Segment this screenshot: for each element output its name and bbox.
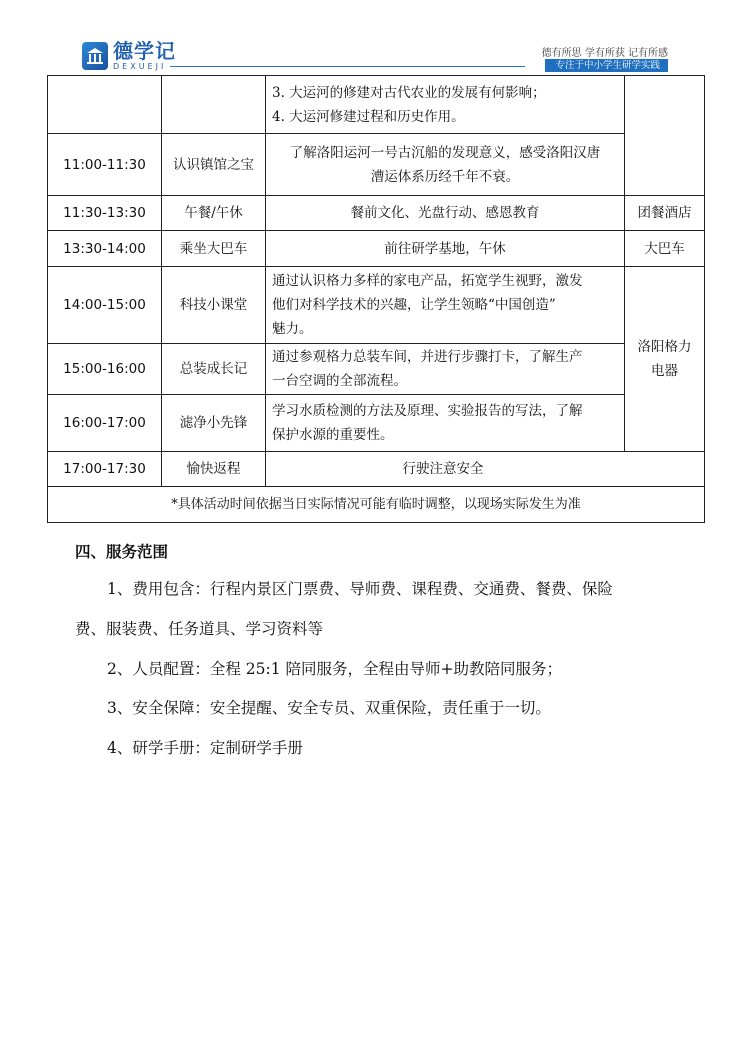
service-item-safety: 3、安全保障：安全提醒、安全专员、双重保险，责任重于一切。: [107, 699, 551, 717]
schedule-table: [47, 75, 705, 523]
place-cell: 洛阳格力电器: [625, 267, 705, 452]
table-row: [48, 76, 705, 134]
place-cell: [625, 76, 705, 196]
content-cell: 餐前文化、光盘行动、感恩教育: [266, 196, 625, 231]
time-cell: [48, 76, 162, 134]
activity-cell: 愉快返程: [162, 452, 266, 487]
schedule-note: *具体活动时间依据当日实际情况可能有临时调整，以现场实际发生为准: [48, 487, 705, 523]
content-cell: 通过认识格力多样的家电产品，拓宽学生视野，激发 他们对科学技术的兴趣，让学生领略“中国创造” 魅力。: [266, 267, 625, 344]
time-cell: 17:00-17:30: [48, 452, 162, 487]
activity-cell: 乘坐大巴车: [162, 231, 266, 267]
time-cell: 16:00-17:00: [48, 395, 162, 452]
table-row: [48, 134, 705, 196]
table-note-row: [48, 487, 705, 523]
activity-cell: 午餐/午休: [162, 196, 266, 231]
building-icon: [82, 42, 108, 70]
table-row: [48, 267, 705, 344]
service-item-fees: 1、费用包含：行程内景区门票费、导师费、课程费、交通费、餐费、保险: [107, 580, 613, 598]
content-cell: 3. 大运河的修建对古代农业的发展有何影响； 4. 大运河修建过程和历史作用。: [266, 76, 625, 134]
time-cell: 14:00-15:00: [48, 267, 162, 344]
content-cell: 通过参观格力总装车间，并进行步骤打卡，了解生产 一台空调的全部流程。: [266, 344, 625, 395]
table-row: [48, 196, 705, 231]
table-row: [48, 452, 705, 487]
time-cell: 13:30-14:00: [48, 231, 162, 267]
content-cell: 学习水质检测的方法及原理、实验报告的写法，了解 保护水源的重要性。: [266, 395, 625, 452]
brand-name-en: DEXUEJI: [113, 62, 167, 71]
place-cell: 大巴车: [625, 231, 705, 267]
page-header: [0, 0, 750, 80]
brand-name-cn: 德学记: [113, 39, 176, 63]
service-item-staff: 2、人员配置：全程 25:1 陪同服务，全程由导师+助教陪同服务；: [107, 660, 563, 678]
table-row: [48, 231, 705, 267]
activity-cell: 滤净小先锋: [162, 395, 266, 452]
header-slogan: 德有所思 学有所获 记有所感: [541, 48, 668, 59]
table-row: [48, 344, 705, 395]
header-tagline: 专注于中小学生研学实践: [545, 59, 668, 72]
time-cell: 15:00-16:00: [48, 344, 162, 395]
time-cell: 11:00-11:30: [48, 134, 162, 196]
content-cell: 行驶注意安全: [266, 452, 705, 487]
time-cell: 11:30-13:30: [48, 196, 162, 231]
activity-cell: 总装成长记: [162, 344, 266, 395]
content-cell: 了解洛阳运河一号古沉船的发现意义，感受洛阳汉唐 漕运体系历经千年不衰。: [266, 134, 625, 196]
brand-logo: [82, 41, 176, 71]
services-heading: 四、服务范围: [75, 542, 169, 561]
place-cell: 团餐酒店: [625, 196, 705, 231]
header-divider: [170, 66, 525, 67]
activity-cell: 认识镇馆之宝: [162, 134, 266, 196]
service-item-fees-cont: 费、服装费、任务道具、学习资料等: [75, 620, 324, 638]
service-item-handbook: 4、研学手册：定制研学手册: [107, 739, 303, 757]
table-row: [48, 395, 705, 452]
activity-cell: [162, 76, 266, 134]
content-cell: 前往研学基地，午休: [266, 231, 625, 267]
activity-cell: 科技小课堂: [162, 267, 266, 344]
